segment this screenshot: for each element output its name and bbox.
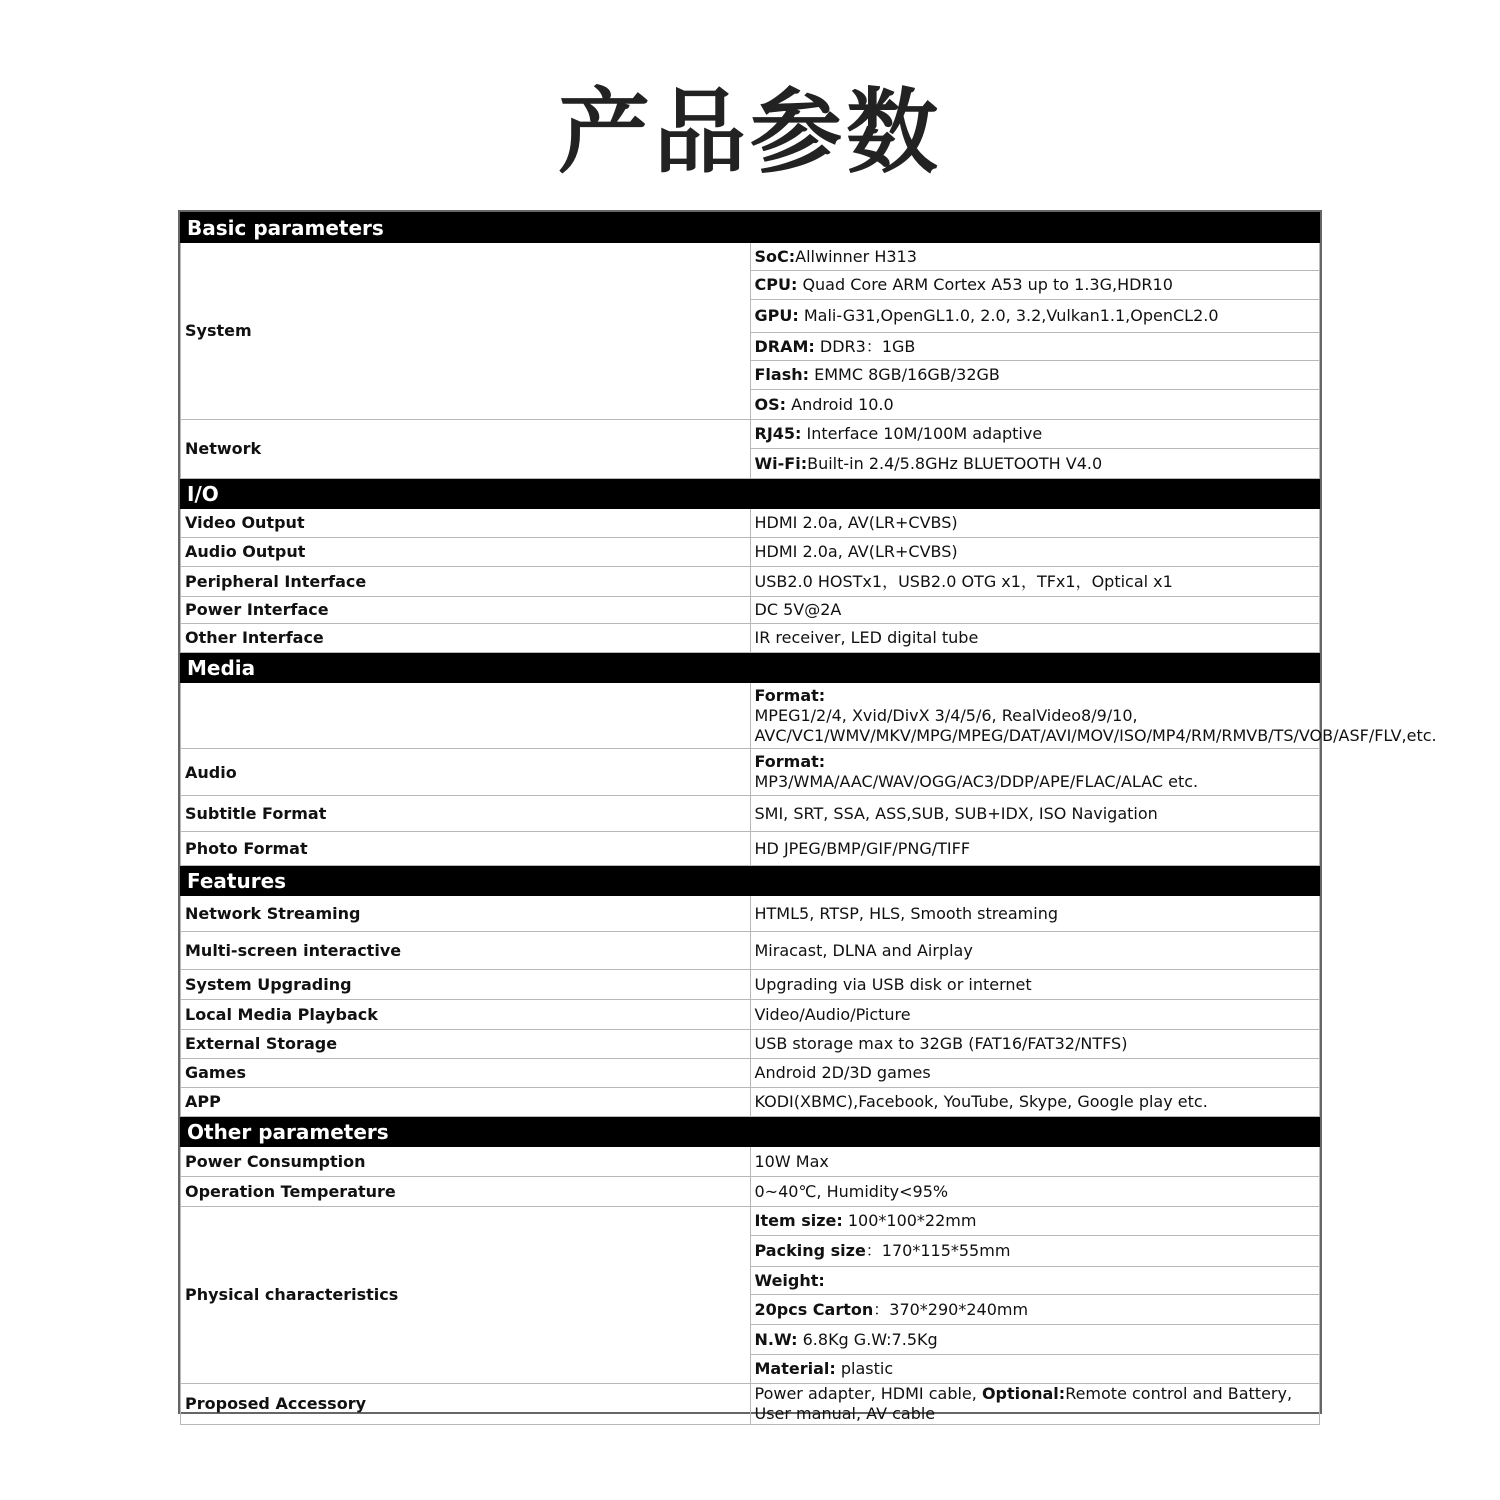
video-format-line1: MPEG1/2/4, Xvid/DivX 3/4/5/6, RealVideo8/9/10, bbox=[754, 705, 1138, 725]
spec-row-app: APP KODI(XBMC),Facebook, YouTube, Skype, Google play etc. bbox=[181, 1088, 1320, 1117]
section-header-features: Features bbox=[181, 866, 1320, 896]
spec-row-games: Games Android 2D/3D games bbox=[181, 1059, 1320, 1088]
packing-size-label: Packing size bbox=[754, 1241, 866, 1260]
spec-row-video-output: Video Output HDMI 2.0a, AV(LR+CVBS) bbox=[181, 509, 1320, 538]
spec-row-proposed-accessory: Proposed Accessory Power adapter, HDMI cable, Optional:Remote control and Battery, User manual, AV cable bbox=[181, 1384, 1320, 1425]
rj45-value: Interface 10M/100M adaptive bbox=[801, 424, 1043, 443]
os-label: OS: bbox=[754, 394, 787, 414]
spec-row-audio-output: Audio Output HDMI 2.0a, AV(LR+CVBS) bbox=[181, 538, 1320, 567]
os-value: Android 10.0 bbox=[786, 394, 894, 414]
spec-row-network-streaming: Network Streaming HTML5, RTSP, HLS, Smooth streaming bbox=[181, 896, 1320, 932]
video-format-line2: AVC/VC1/WMV/MKV/MPG/MPEG/DAT/AVI/MOV/ISO/MP4/RM/RMVB/TS/VOB/ASF/FLV,etc. bbox=[754, 725, 1437, 745]
physical-label: Physical characteristics bbox=[181, 1207, 751, 1384]
accessory-value-2: Remote control and Battery, User manual, AV cable bbox=[754, 1384, 1293, 1423]
flash-value: EMMC 8GB/16GB/32GB bbox=[809, 365, 1000, 384]
wifi-label: Wi-Fi: bbox=[754, 453, 808, 473]
accessory-value-1: Power adapter, HDMI cable, bbox=[754, 1384, 982, 1403]
spec-row-photo-format: Photo Format HD JPEG/BMP/GIF/PNG/TIFF bbox=[181, 832, 1320, 866]
page-title: 产品参数 bbox=[557, 79, 942, 186]
gpu-label: GPU: bbox=[754, 306, 799, 325]
spec-row-rj45 bbox=[181, 420, 1320, 449]
spec-row-audio-format bbox=[181, 749, 1320, 796]
material-value: plastic bbox=[835, 1359, 894, 1378]
system-label: System bbox=[181, 243, 751, 420]
soc-label: SoC: bbox=[754, 246, 796, 266]
dram-value: DDR3：1GB bbox=[814, 336, 916, 356]
video-format-label: Format: bbox=[754, 685, 826, 705]
optional-label: Optional: bbox=[981, 1384, 1066, 1403]
flash-label: Flash: bbox=[754, 365, 810, 384]
material-label: Material: bbox=[754, 1359, 836, 1378]
audio-format-label: Format: bbox=[754, 752, 826, 771]
spec-row-power-consumption: Power Consumption 10W Max bbox=[181, 1147, 1320, 1177]
packing-size-value: ：170*115*55mm bbox=[865, 1241, 1011, 1260]
spec-row-local-media: Local Media Playback Video/Audio/Picture bbox=[181, 1000, 1320, 1030]
spec-row-power-interface: Power Interface DC 5V@2A bbox=[181, 597, 1320, 624]
spec-row-operation-temperature: Operation Temperature 0~40℃, Humidity<95% bbox=[181, 1177, 1320, 1207]
dram-label: DRAM: bbox=[754, 336, 815, 356]
spec-row-item-size bbox=[181, 1207, 1320, 1236]
nw-label: N.W: bbox=[754, 1329, 798, 1349]
section-header-basic: Basic parameters bbox=[181, 213, 1320, 243]
item-size-value: 100*100*22mm bbox=[842, 1211, 977, 1230]
carton-label: 20pcs Carton bbox=[754, 1299, 874, 1319]
spec-row-subtitle-format: Subtitle Format SMI, SRT, SSA, ASS,SUB, SUB+IDX, ISO Navigation bbox=[181, 796, 1320, 832]
gpu-value: Mali-G31,OpenGL1.0, 2.0, 3.2,Vulkan1.1,OpenCL2.0 bbox=[798, 306, 1219, 325]
nw-value: 6.8Kg G.W:7.5Kg bbox=[797, 1329, 938, 1349]
spec-row-other-interface: Other Interface IR receiver, LED digital tube bbox=[181, 624, 1320, 653]
spec-row-soc bbox=[181, 243, 1320, 271]
spec-row-multi-screen: Multi-screen interactive Miracast, DLNA and Airplay bbox=[181, 932, 1320, 970]
rj45-label: RJ45: bbox=[754, 424, 802, 443]
section-header-other: Other parameters bbox=[181, 1117, 1320, 1147]
spec-row-external-storage: External Storage USB storage max to 32GB (FAT16/FAT32/NTFS) bbox=[181, 1030, 1320, 1059]
network-label: Network bbox=[181, 420, 751, 479]
spec-row-system-upgrading: System Upgrading Upgrading via USB disk or internet bbox=[181, 970, 1320, 1000]
wifi-value: Built-in 2.4/5.8GHz BLUETOOTH V4.0 bbox=[807, 453, 1103, 473]
video-format-label-cell bbox=[181, 683, 751, 749]
section-header-media: Media bbox=[181, 653, 1320, 683]
section-header-io: I/O bbox=[181, 479, 1320, 509]
carton-value: ：370*290*240mm bbox=[873, 1299, 1029, 1319]
audio-format-line: MP3/WMA/AAC/WAV/OGG/AC3/DDP/APE/FLAC/ALAC etc. bbox=[754, 772, 1199, 791]
cpu-label: CPU: bbox=[754, 275, 798, 294]
spec-row-video-format bbox=[181, 683, 1320, 749]
item-size-label: Item size: bbox=[754, 1211, 843, 1230]
spec-table bbox=[180, 212, 1437, 1425]
spec-table-container bbox=[178, 210, 1437, 1423]
soc-value: Allwinner H313 bbox=[795, 246, 917, 266]
audio-label: Audio bbox=[181, 749, 751, 796]
cpu-value: Quad Core ARM Cortex A53 up to 1.3G,HDR10 bbox=[797, 275, 1173, 294]
weight-label: Weight: bbox=[754, 1270, 825, 1290]
spec-row-peripheral-interface: Peripheral Interface USB2.0 HOSTx1，USB2.0 OTG x1，TFx1，Optical x1 bbox=[181, 567, 1320, 597]
